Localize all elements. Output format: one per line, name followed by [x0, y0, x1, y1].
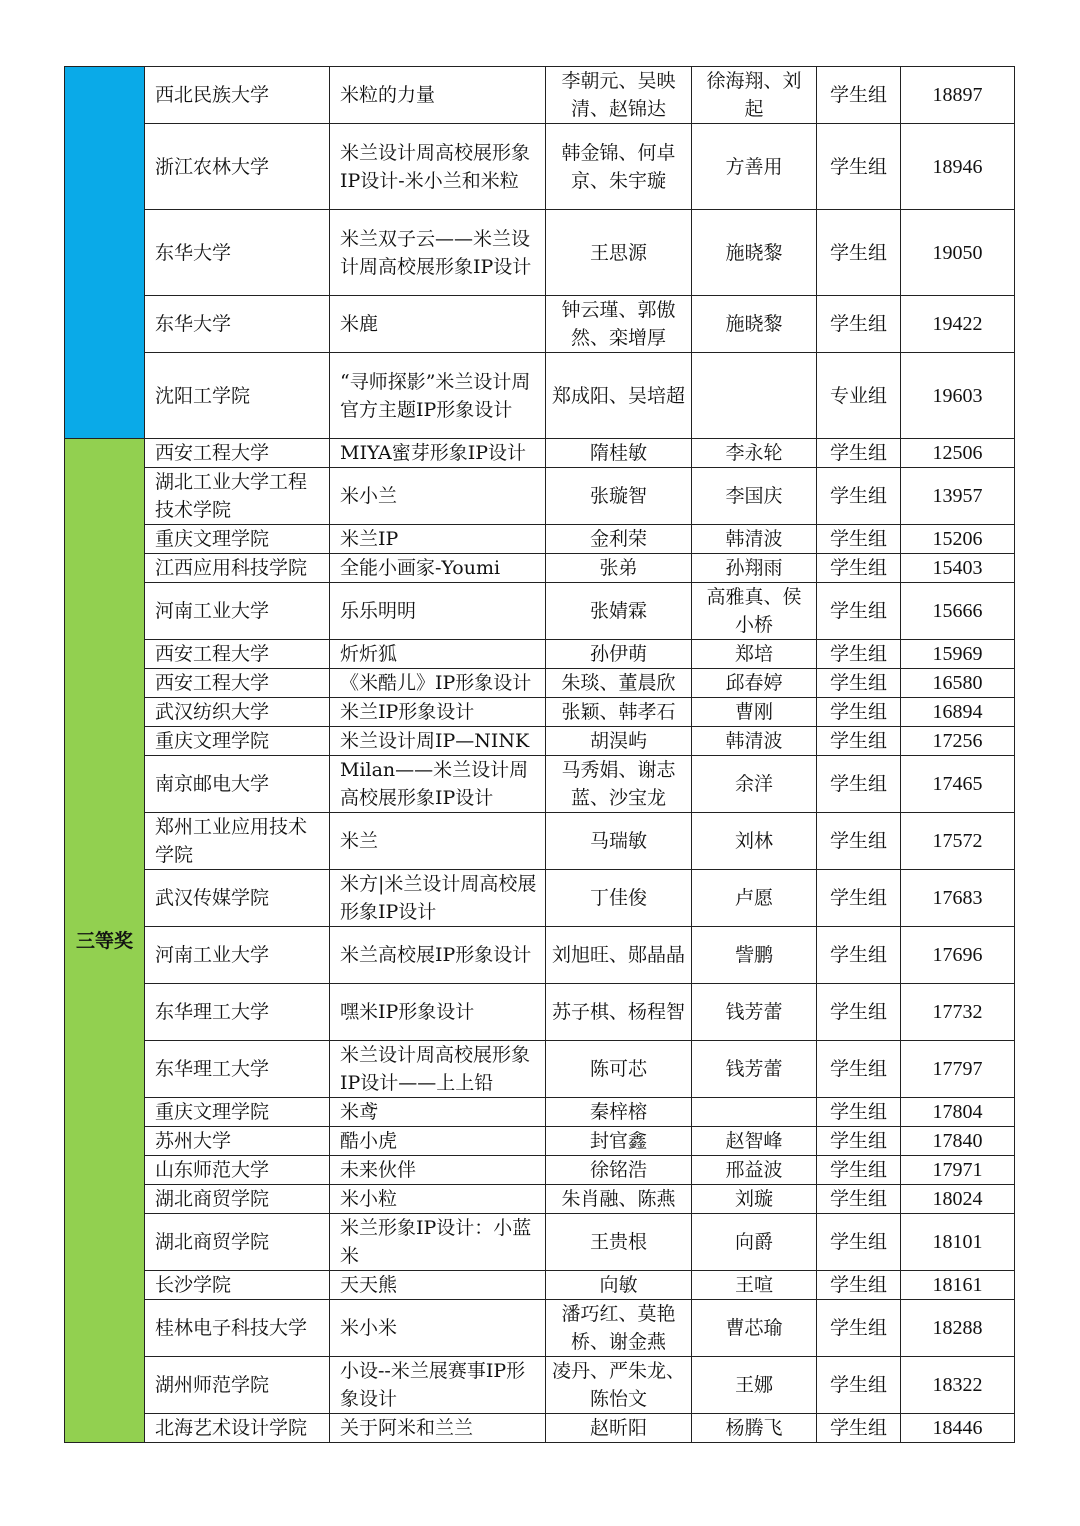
entry-group-cell: 学生组 — [817, 1127, 901, 1156]
advisor-cell: 王喧 — [692, 1271, 817, 1300]
advisor-cell: 刘璇 — [692, 1185, 817, 1214]
work-title-cell: 关于阿米和兰兰 — [330, 1414, 546, 1443]
authors-cell: 韩金锦、何卓京、朱宇璇 — [546, 124, 692, 210]
entry-group-cell: 学生组 — [817, 1214, 901, 1271]
entry-id-cell: 18288 — [901, 1300, 1015, 1357]
authors-cell: 陈可芯 — [546, 1041, 692, 1098]
authors-cell: 刘旭旺、郧晶晶 — [546, 927, 692, 984]
school-cell: 湖北工业大学工程技术学院 — [145, 468, 330, 525]
entry-id-cell: 17732 — [901, 984, 1015, 1041]
entry-group-cell: 学生组 — [817, 1271, 901, 1300]
authors-cell: 王思源 — [546, 210, 692, 296]
table-row — [65, 210, 1015, 296]
school-cell: 南京邮电大学 — [145, 756, 330, 813]
table-row — [65, 525, 1015, 554]
entry-group-cell: 学生组 — [817, 1414, 901, 1443]
table-row — [65, 67, 1015, 124]
awards-table-body — [65, 67, 1015, 1443]
entry-id-cell: 16894 — [901, 698, 1015, 727]
entry-id-cell: 15666 — [901, 583, 1015, 640]
work-title-cell: 米兰高校展IP形象设计 — [330, 927, 546, 984]
entry-id-cell: 17971 — [901, 1156, 1015, 1185]
entry-id-cell: 19603 — [901, 353, 1015, 439]
school-cell: 河南工业大学 — [145, 583, 330, 640]
work-title-cell: 米兰 — [330, 813, 546, 870]
advisor-cell: 徐海翔、刘起 — [692, 67, 817, 124]
authors-cell: 秦梓榕 — [546, 1098, 692, 1127]
entry-id-cell: 12506 — [901, 439, 1015, 468]
work-title-cell: 天天熊 — [330, 1271, 546, 1300]
entry-id-cell: 18101 — [901, 1214, 1015, 1271]
school-cell: 北海艺术设计学院 — [145, 1414, 330, 1443]
entry-group-cell: 学生组 — [817, 640, 901, 669]
work-title-cell: 米粒的力量 — [330, 67, 546, 124]
entry-group-cell: 学生组 — [817, 1098, 901, 1127]
work-title-cell: 米兰设计周高校展形象IP设计——上上铅 — [330, 1041, 546, 1098]
award-level-cell — [65, 67, 145, 439]
advisor-cell: 孙翔雨 — [692, 554, 817, 583]
advisor-cell: 李永轮 — [692, 439, 817, 468]
entry-id-cell: 17572 — [901, 813, 1015, 870]
entry-group-cell: 学生组 — [817, 525, 901, 554]
authors-cell: 马秀娟、谢志蓝、沙宝龙 — [546, 756, 692, 813]
entry-id-cell: 13957 — [901, 468, 1015, 525]
table-row — [65, 1098, 1015, 1127]
entry-group-cell: 学生组 — [817, 1041, 901, 1098]
table-row — [65, 468, 1015, 525]
work-title-cell: 米兰形象IP设计：小蓝米 — [330, 1214, 546, 1271]
work-title-cell: 米兰设计周高校展形象IP设计-米小兰和米粒 — [330, 124, 546, 210]
advisor-cell: 刘林 — [692, 813, 817, 870]
table-row — [65, 439, 1015, 468]
table-row — [65, 984, 1015, 1041]
work-title-cell: 米兰IP形象设计 — [330, 698, 546, 727]
school-cell: 苏州大学 — [145, 1127, 330, 1156]
entry-group-cell: 学生组 — [817, 698, 901, 727]
school-cell: 桂林电子科技大学 — [145, 1300, 330, 1357]
work-title-cell: 乐乐明明 — [330, 583, 546, 640]
advisor-cell: 李国庆 — [692, 468, 817, 525]
work-title-cell: 米鸢 — [330, 1098, 546, 1127]
authors-cell: 张婧霖 — [546, 583, 692, 640]
school-cell: 西安工程大学 — [145, 439, 330, 468]
school-cell: 长沙学院 — [145, 1271, 330, 1300]
work-title-cell: “寻师探影”米兰设计周官方主题IP形象设计 — [330, 353, 546, 439]
entry-group-cell: 学生组 — [817, 870, 901, 927]
table-row — [65, 1300, 1015, 1357]
table-row — [65, 698, 1015, 727]
entry-group-cell: 学生组 — [817, 1156, 901, 1185]
work-title-cell: 米方|米兰设计周高校展形象IP设计 — [330, 870, 546, 927]
entry-id-cell: 18322 — [901, 1357, 1015, 1414]
entry-group-cell: 学生组 — [817, 1185, 901, 1214]
advisor-cell — [692, 1098, 817, 1127]
authors-cell: 封官鑫 — [546, 1127, 692, 1156]
school-cell: 西安工程大学 — [145, 640, 330, 669]
authors-cell: 徐铭浩 — [546, 1156, 692, 1185]
table-row — [65, 1414, 1015, 1443]
work-title-cell: 嘿米IP形象设计 — [330, 984, 546, 1041]
entry-group-cell: 学生组 — [817, 468, 901, 525]
advisor-cell: 邱春婷 — [692, 669, 817, 698]
table-row — [65, 1156, 1015, 1185]
authors-cell: 潘巧红、莫艳桥、谢金燕 — [546, 1300, 692, 1357]
authors-cell: 马瑞敏 — [546, 813, 692, 870]
advisor-cell: 余洋 — [692, 756, 817, 813]
advisor-cell: 韩清波 — [692, 727, 817, 756]
school-cell: 重庆文理学院 — [145, 1098, 330, 1127]
entry-group-cell: 学生组 — [817, 67, 901, 124]
table-row — [65, 1041, 1015, 1098]
entry-id-cell: 18446 — [901, 1414, 1015, 1443]
entry-group-cell: 学生组 — [817, 669, 901, 698]
authors-cell: 张璇智 — [546, 468, 692, 525]
table-row — [65, 870, 1015, 927]
authors-cell: 向敏 — [546, 1271, 692, 1300]
authors-cell: 朱琰、董晨欣 — [546, 669, 692, 698]
table-row — [65, 640, 1015, 669]
school-cell: 武汉纺织大学 — [145, 698, 330, 727]
authors-cell: 胡淏屿 — [546, 727, 692, 756]
advisor-cell: 杨腾飞 — [692, 1414, 817, 1443]
table-row — [65, 813, 1015, 870]
advisor-cell: 施晓黎 — [692, 296, 817, 353]
table-row — [65, 1271, 1015, 1300]
award-level-cell: 三等奖 — [65, 439, 145, 1443]
entry-id-cell: 15206 — [901, 525, 1015, 554]
entry-group-cell: 学生组 — [817, 1300, 901, 1357]
entry-group-cell: 学生组 — [817, 210, 901, 296]
work-title-cell: 《米酷儿》IP形象设计 — [330, 669, 546, 698]
entry-id-cell: 17797 — [901, 1041, 1015, 1098]
entry-id-cell: 18946 — [901, 124, 1015, 210]
school-cell: 东华大学 — [145, 210, 330, 296]
advisor-cell: 赵智峰 — [692, 1127, 817, 1156]
entry-id-cell: 15969 — [901, 640, 1015, 669]
advisor-cell: 向爵 — [692, 1214, 817, 1271]
entry-id-cell: 17696 — [901, 927, 1015, 984]
advisor-cell: 曹芯瑜 — [692, 1300, 817, 1357]
work-title-cell: 未来伙伴 — [330, 1156, 546, 1185]
authors-cell: 李朝元、吴映清、赵锦达 — [546, 67, 692, 124]
authors-cell: 隋桂敏 — [546, 439, 692, 468]
advisor-cell: 郑培 — [692, 640, 817, 669]
table-row — [65, 1357, 1015, 1414]
entry-id-cell: 17804 — [901, 1098, 1015, 1127]
work-title-cell: 米兰设计周IP—NINK — [330, 727, 546, 756]
table-row — [65, 756, 1015, 813]
work-title-cell: 米鹿 — [330, 296, 546, 353]
authors-cell: 朱肖融、陈燕 — [546, 1185, 692, 1214]
table-row — [65, 727, 1015, 756]
table-row — [65, 669, 1015, 698]
advisor-cell: 曹刚 — [692, 698, 817, 727]
school-cell: 湖北商贸学院 — [145, 1214, 330, 1271]
authors-cell: 钟云瑾、郭傲然、栾增厚 — [546, 296, 692, 353]
table-row — [65, 927, 1015, 984]
work-title-cell: 米小粒 — [330, 1185, 546, 1214]
entry-group-cell: 专业组 — [817, 353, 901, 439]
authors-cell: 王贵根 — [546, 1214, 692, 1271]
table-row — [65, 353, 1015, 439]
advisor-cell: 方善用 — [692, 124, 817, 210]
advisor-cell: 邢益波 — [692, 1156, 817, 1185]
authors-cell: 孙伊萌 — [546, 640, 692, 669]
authors-cell: 丁佳俊 — [546, 870, 692, 927]
authors-cell: 苏子棋、杨程智 — [546, 984, 692, 1041]
awards-table — [64, 66, 1015, 1443]
entry-group-cell: 学生组 — [817, 984, 901, 1041]
authors-cell: 郑成阳、吴培超 — [546, 353, 692, 439]
authors-cell: 凌丹、严朱龙、陈怡文 — [546, 1357, 692, 1414]
school-cell: 东华理工大学 — [145, 984, 330, 1041]
entry-group-cell: 学生组 — [817, 756, 901, 813]
advisor-cell: 钱芳蕾 — [692, 1041, 817, 1098]
school-cell: 沈阳工学院 — [145, 353, 330, 439]
entry-id-cell: 19422 — [901, 296, 1015, 353]
school-cell: 湖州师范学院 — [145, 1357, 330, 1414]
entry-group-cell: 学生组 — [817, 927, 901, 984]
school-cell: 西北民族大学 — [145, 67, 330, 124]
entry-id-cell: 18897 — [901, 67, 1015, 124]
authors-cell: 张颖、韩孝石 — [546, 698, 692, 727]
authors-cell: 张弟 — [546, 554, 692, 583]
work-title-cell: 小设--米兰展赛事IP形象设计 — [330, 1357, 546, 1414]
work-title-cell: 酷小虎 — [330, 1127, 546, 1156]
entry-id-cell: 17840 — [901, 1127, 1015, 1156]
school-cell: 重庆文理学院 — [145, 727, 330, 756]
table-row — [65, 296, 1015, 353]
table-row — [65, 1214, 1015, 1271]
advisor-cell: 韩清波 — [692, 525, 817, 554]
school-cell: 江西应用科技学院 — [145, 554, 330, 583]
entry-id-cell: 18161 — [901, 1271, 1015, 1300]
entry-group-cell: 学生组 — [817, 439, 901, 468]
entry-group-cell: 学生组 — [817, 554, 901, 583]
work-title-cell: 米小兰 — [330, 468, 546, 525]
entry-id-cell: 18024 — [901, 1185, 1015, 1214]
advisor-cell — [692, 353, 817, 439]
work-title-cell: 炘炘狐 — [330, 640, 546, 669]
entry-id-cell: 17256 — [901, 727, 1015, 756]
table-row — [65, 1127, 1015, 1156]
entry-group-cell: 学生组 — [817, 813, 901, 870]
school-cell: 西安工程大学 — [145, 669, 330, 698]
work-title-cell: 米兰IP — [330, 525, 546, 554]
advisor-cell: 卢愿 — [692, 870, 817, 927]
work-title-cell: Milan——米兰设计周高校展形象IP设计 — [330, 756, 546, 813]
school-cell: 武汉传媒学院 — [145, 870, 330, 927]
authors-cell: 金利荣 — [546, 525, 692, 554]
entry-group-cell: 学生组 — [817, 727, 901, 756]
table-row — [65, 583, 1015, 640]
authors-cell: 赵昕阳 — [546, 1414, 692, 1443]
table-row — [65, 554, 1015, 583]
school-cell: 浙江农林大学 — [145, 124, 330, 210]
entry-group-cell: 学生组 — [817, 583, 901, 640]
advisor-cell: 钱芳蕾 — [692, 984, 817, 1041]
entry-id-cell: 17465 — [901, 756, 1015, 813]
entry-group-cell: 学生组 — [817, 124, 901, 210]
entry-id-cell: 16580 — [901, 669, 1015, 698]
work-title-cell: 米兰双子云——米兰设计周高校展形象IP设计 — [330, 210, 546, 296]
advisor-cell: 高雅真、侯小桥 — [692, 583, 817, 640]
entry-id-cell: 17683 — [901, 870, 1015, 927]
school-cell: 湖北商贸学院 — [145, 1185, 330, 1214]
entry-group-cell: 学生组 — [817, 296, 901, 353]
work-title-cell: 米小米 — [330, 1300, 546, 1357]
advisor-cell: 施晓黎 — [692, 210, 817, 296]
advisor-cell: 王娜 — [692, 1357, 817, 1414]
school-cell: 河南工业大学 — [145, 927, 330, 984]
advisor-cell: 訾鹏 — [692, 927, 817, 984]
entry-group-cell: 学生组 — [817, 1357, 901, 1414]
school-cell: 重庆文理学院 — [145, 525, 330, 554]
table-row — [65, 124, 1015, 210]
table-row — [65, 1185, 1015, 1214]
entry-id-cell: 19050 — [901, 210, 1015, 296]
school-cell: 郑州工业应用技术学院 — [145, 813, 330, 870]
school-cell: 东华大学 — [145, 296, 330, 353]
work-title-cell: MIYA蜜芽形象IP设计 — [330, 439, 546, 468]
work-title-cell: 全能小画家-Youmi — [330, 554, 546, 583]
school-cell: 山东师范大学 — [145, 1156, 330, 1185]
school-cell: 东华理工大学 — [145, 1041, 330, 1098]
entry-id-cell: 15403 — [901, 554, 1015, 583]
